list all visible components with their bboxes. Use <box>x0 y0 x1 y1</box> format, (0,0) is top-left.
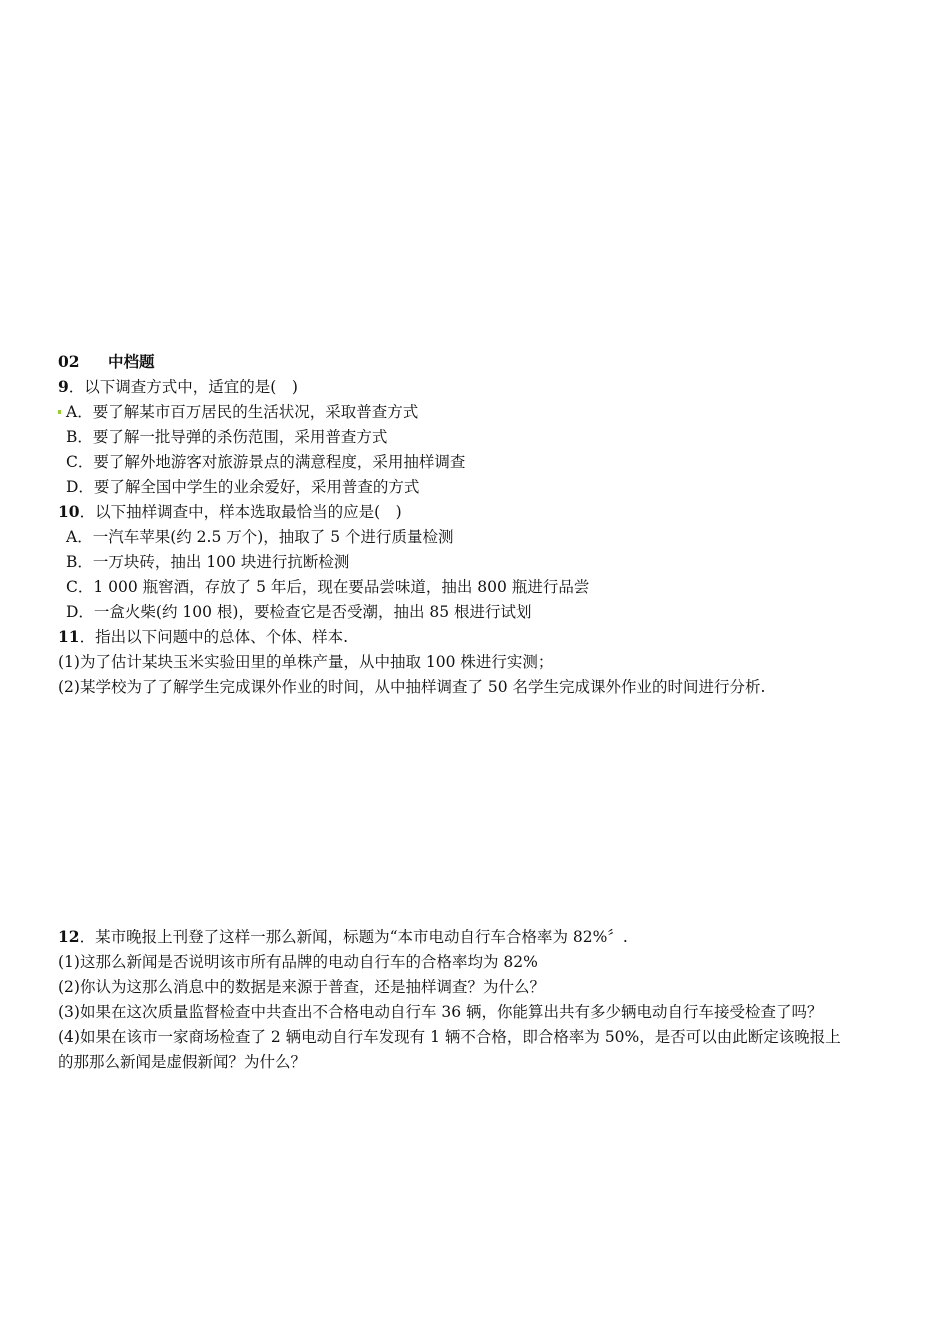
question-part: 的那那么新闻是虚假新闻？为什么？ <box>58 1053 307 1071</box>
option-d: D．一盒火柴(约 100 根)，要检查它是否受潮，抽出 85 根进行试划 <box>66 603 532 621</box>
option-c: C．1 000 瓶窖酒，存放了 5 年后，现在要品尝味道，抽出 800 瓶进行品尝 <box>66 578 590 596</box>
option-c: C．要了解外地游客对旅游景点的满意程度，采用抽样调查 <box>66 453 466 471</box>
question-text: ．某市晚报上刊登了这样一那么新闻，标题为“本市电动自行车合格率为 82%〞. <box>79 928 628 946</box>
question-part: (4)如果在该市一家商场检查了 2 辆电动自行车发现有 1 辆不合格，即合格率为 50%，是否可以由此断定该晚报上 <box>58 1028 841 1046</box>
question-12-stem <box>58 925 628 949</box>
question-text: ．指出以下问题中的总体、个体、样本. <box>79 628 349 646</box>
question-part: (2)你认为这那么消息中的数据是来源于普查，还是抽样调查？为什么？ <box>58 978 545 996</box>
question-part: (3)如果在这次质量监督检查中共查出不合格电动自行车 36 辆，你能算出共有多少辆电动自行车接受检查了吗？ <box>58 1003 823 1021</box>
question-number: 9 <box>58 377 69 396</box>
question-text: ．以下抽样调查中，样本选取最恰当的应是( ) <box>79 503 402 521</box>
section-number: 02 <box>58 352 80 371</box>
question-number: 12 <box>58 927 80 946</box>
question-number: 10 <box>58 502 80 521</box>
question-9-stem <box>58 375 298 399</box>
section-heading <box>58 350 155 374</box>
question-text: ．以下调查方式中，适宜的是( ) <box>68 378 298 396</box>
question-10-stem <box>58 500 402 524</box>
option-a: A．要了解某市百万居民的生活状况，采取普查方式 <box>66 403 419 421</box>
question-number: 11 <box>58 627 80 646</box>
option-b: B．一万块砖，抽出 100 块进行抗断检测 <box>66 553 350 571</box>
marker-dot <box>58 410 61 414</box>
option-b: B．要了解一批导弹的杀伤范围，采用普查方式 <box>66 428 388 446</box>
option-a: A．一汽车苹果(约 2.5 万个)，抽取了 5 个进行质量检测 <box>66 528 454 546</box>
option-d: D．要了解全国中学生的业余爱好，采用普查的方式 <box>66 478 420 496</box>
question-part: (1)这那么新闻是否说明该市所有品牌的电动自行车的合格率均为 82% <box>58 953 538 971</box>
question-part: (1)为了估计某块玉米实验田里的单株产量，从中抽取 100 株进行实测； <box>58 653 554 671</box>
section-title: 中档题 <box>108 352 155 371</box>
question-11-stem <box>58 625 348 649</box>
question-part: (2)某学校为了了解学生完成课外作业的时间，从中抽样调查了 50 名学生完成课外作业的时间进行分析. <box>58 678 766 696</box>
